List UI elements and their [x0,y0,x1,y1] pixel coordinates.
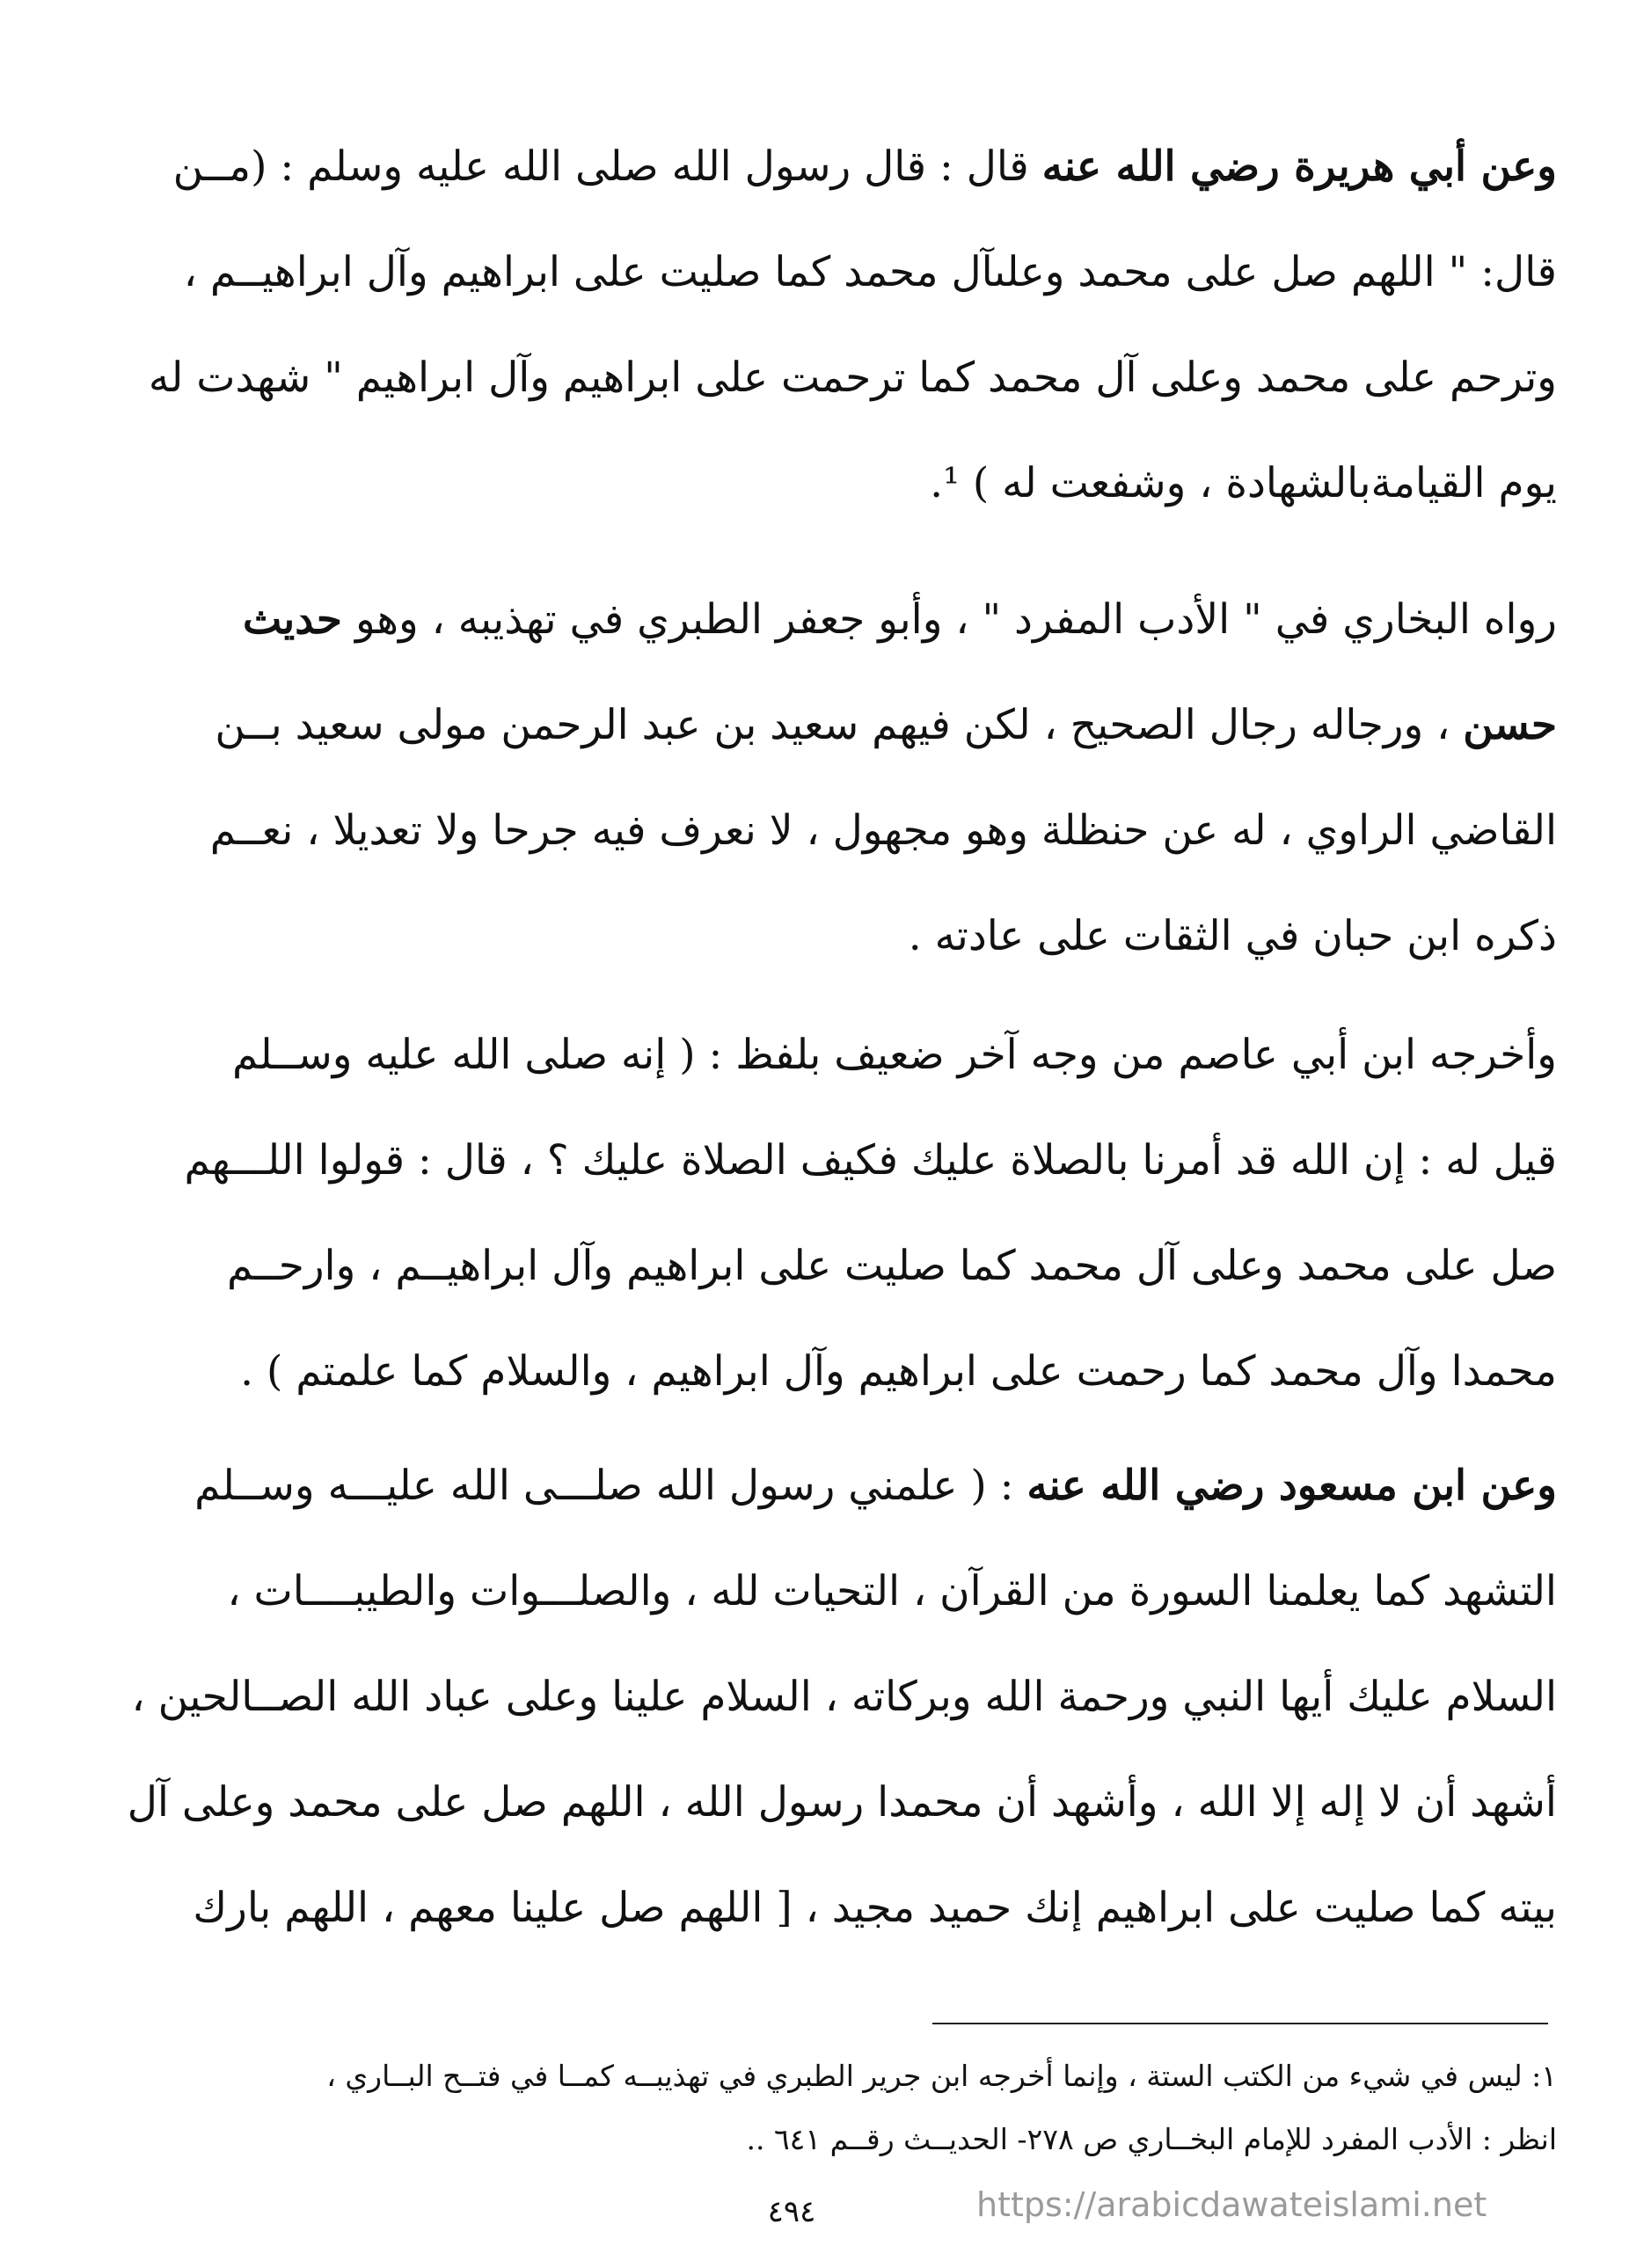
line-text: ، ورجاله رجال الصحيح ، لكن فيهم سعيد بن عبد الرحمن مولى سعيد بــن [215,701,1464,749]
narrator-bold: وعن ابن مسعود رضي الله عنه [1026,1462,1557,1510]
text-line [62,1214,1557,1319]
text-line [62,567,1557,673]
text-line [62,884,1557,989]
page-number: ٤٩٤ [767,2194,816,2229]
text-line [62,325,1557,431]
paragraph-ibn-abi-asim [62,1003,1557,1425]
line-text: وترحم على محمد وعلى آل محمد كما ترحمت على ابراهيم وآل ابراهيم " شهدت له [148,354,1557,402]
line-text: وأخرجه ابن أبي عاصم من وجه آخر ضعيف بلفظ : ( إنه صلى الله عليه وســلم [232,1031,1557,1079]
paragraph-bukhari-grading [62,567,1557,989]
line-text: بيته كما صليت على ابراهيم إنك حميد مجيد ، [ اللهم صل علينا معهم ، اللهم بارك [193,1884,1557,1932]
line-text: : ( علمني رسول الله صلـــى الله عليـــه وســلم [194,1462,1027,1510]
text-line [62,778,1557,884]
text-line [62,431,1557,536]
narrator-bold: وعن أبي هريرة رضي الله عنه [1041,142,1557,191]
paragraph-abu-hurayra [62,114,1557,536]
line-text: قال : قال رسول الله صلى الله عليه وسلم : (مــن [172,142,1042,191]
text-line [62,114,1557,220]
line-text: صل على محمد وعلى آل محمد كما صليت على ابراهيم وآل ابراهيــم ، وارحــم [226,1242,1557,1290]
text-line [62,1539,1557,1644]
text-line [62,1856,1557,1961]
text-line [62,673,1557,778]
text-line [62,1433,1557,1539]
line-text: قال: " اللهم صل على محمد وعلىآل محمد كما صليت على ابراهيم وآل ابراهيــم ، [183,248,1557,296]
line-text: رواه البخاري في " الأدب المفرد " ، وأبو جعفر الطبري في تهذيبه ، وهو [342,595,1557,644]
footnote-line: ١: ليس في شيء من الكتب الستة ، وإنما أخرجه ابن جرير الطبري في تهذيبــه كمــا في فتــح البــاري ، [326,2059,1557,2093]
line-text: يوم القيامةبالشهادة ، وشفعت له ) ¹. [930,459,1557,507]
paragraph-ibn-masud [62,1433,1557,1961]
line-text: قيل له : إن الله قد أمرنا بالصلاة عليك فكيف الصلاة عليك ؟ ، قال : قولوا اللـــهم [184,1136,1557,1185]
line-text: القاضي الراوي ، له عن حنظلة وهو مجهول ، لا نعرف فيه جرحا ولا تعديلا ، نعــم [209,806,1557,855]
text-line [62,1750,1557,1856]
line-text: ذكره ابن حبان في الثقات على عادته . [908,912,1557,960]
grading-bold: حديث [243,595,342,644]
footnote-line: انظر : الأدب المفرد للإمام البخــاري ص ٢٧٨- الحديــث رقــم ٦٤١ .. [746,2122,1557,2156]
line-text: التشهد كما يعلمنا السورة من القرآن ، التحيات لله ، والصلـــوات والطيبــــات ، [227,1567,1557,1615]
text-line [62,1319,1557,1425]
watermark-url: https://arabicdawateislami.net [976,2185,1487,2224]
grading-bold: حسن [1463,701,1557,749]
text-line [62,1003,1557,1108]
line-text: محمدا وآل محمد كما رحمت على ابراهيم وآل ابراهيم ، والسلام كما علمتم ) . [240,1347,1557,1396]
line-text: السلام عليك أيها النبي ورحمة الله وبركاته ، السلام علينا وعلى عباد الله الصــالحين ، [131,1673,1557,1721]
footnote-divider [932,2023,1548,2024]
text-line [62,1108,1557,1214]
text-line [62,1644,1557,1750]
footnotes [62,2045,1557,2171]
text-line [62,220,1557,325]
line-text: أشهد أن لا إله إلا الله ، وأشهد أن محمدا رسول الله ، اللهم صل على محمد وعلى آل [127,1778,1557,1827]
